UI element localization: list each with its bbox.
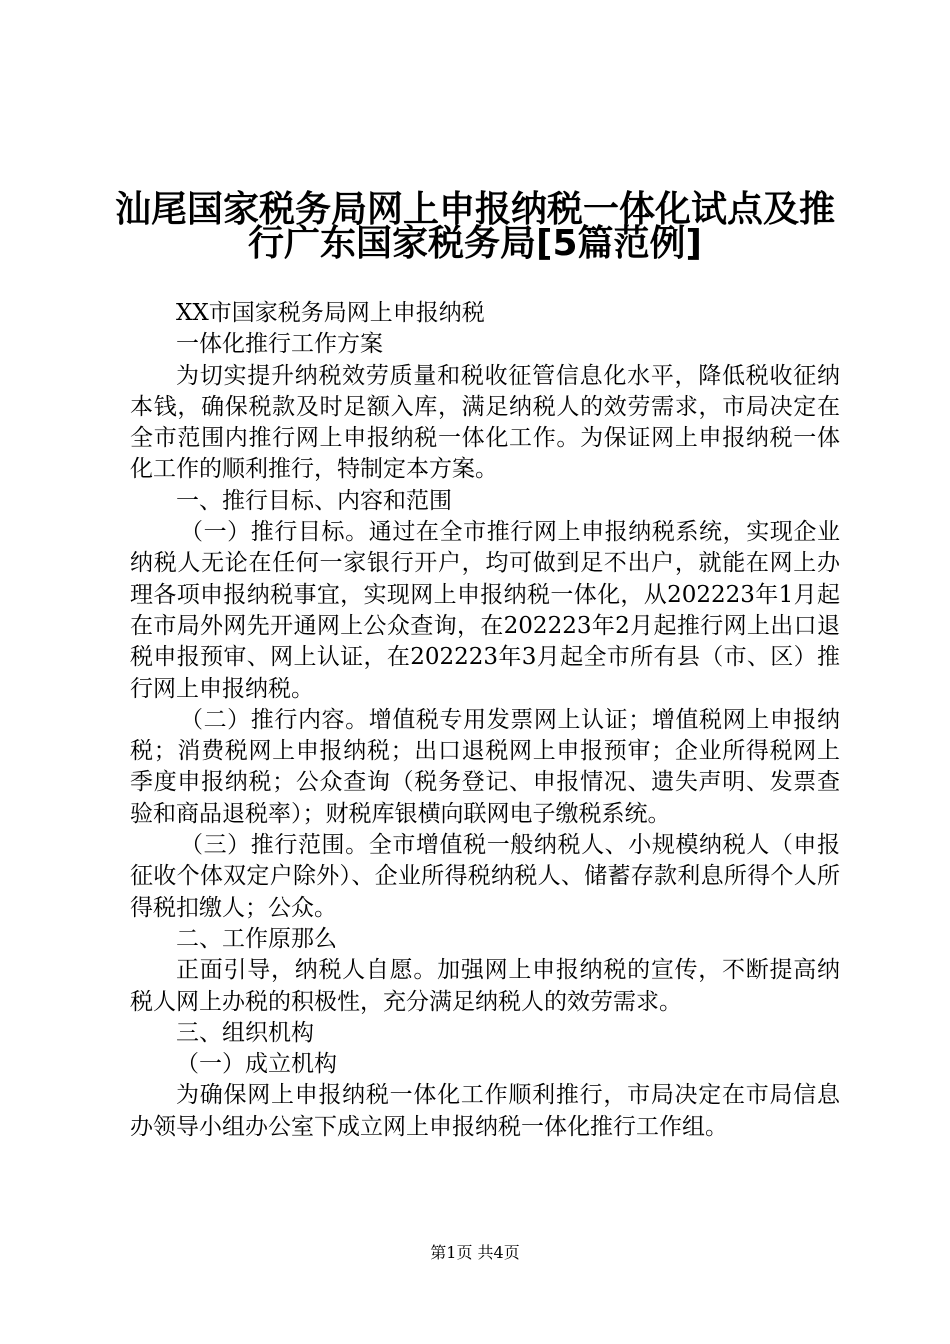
organization-paragraph: 为确保网上申报纳税一体化工作顺利推行，市局决定在市局信息办领导小组办公室下成立网上申报纳税一体化推行工作组。 — [130, 1082, 840, 1140]
document-body — [130, 298, 840, 1143]
intro-paragraph: 为切实提升纳税效劳质量和税收征管信息化水平，降低税收征纳本钱，确保税款及时足额入库，满足纳税人的效劳需求，市局决定在全市范围内推行网上申报纳税一体化工作。为保证网上申报纳税一体化工作的顺利推行，特制定本方案。 — [130, 362, 840, 483]
subtitle-line-2: 一体化推行工作方案 — [176, 331, 383, 358]
principle-paragraph: 正面引导，纳税人自愿。加强网上申报纳税的宣传，不断提高纳税人网上办税的积极性，充分满足纳税人的效劳需求。 — [130, 957, 840, 1015]
subtitle-line-1: XX市国家税务局网上申报纳税 — [176, 300, 485, 326]
document-title-line-2: 行广东国家税务局[5篇范例] — [248, 223, 702, 264]
section-heading-1: 一、推行目标、内容和范围 — [176, 487, 452, 514]
document-title-line-1: 汕尾国家税务局网上申报纳税一体化试点及推 — [114, 189, 835, 230]
goal-paragraph: （一）推行目标。通过在全市推行网上申报纳税系统，实现企业纳税人无论在任何一家银行开户，均可做到足不出户，就能在网上办理各项申报纳税事宜，实现网上申报纳税一体化，从202223年1月起在市局外网先开通网上公众查询，在202223年2月起推行网上出口退税申报预审、网上认证，在202223年3月起全市所有县（市、区）推行网上申报纳税。 — [130, 519, 840, 702]
content-paragraph: （二）推行内容。增值税专用发票网上认证；增值税网上申报纳税；消费税网上申报纳税；出口退税网上申报预审；企业所得税网上季度申报纳税；公众查询（税务登记、申报情况、遗失声明、发票查验和商品退税率）；财税库银横向联网电子缴税系统。 — [130, 706, 840, 827]
scope-paragraph: （三）推行范围。全市增值税一般纳税人、小规模纳税人（申报征收个体双定户除外）、企业所得税纳税人、储蓄存款利息所得个人所得税扣缴人；公众。 — [130, 832, 840, 921]
section-heading-3: 三、组织机构 — [176, 1019, 314, 1046]
page-number: 第1页 共4页 — [430, 1243, 520, 1262]
subsection-heading: （一）成立机构 — [176, 1051, 337, 1078]
section-heading-2: 二、工作原那么 — [176, 925, 337, 952]
